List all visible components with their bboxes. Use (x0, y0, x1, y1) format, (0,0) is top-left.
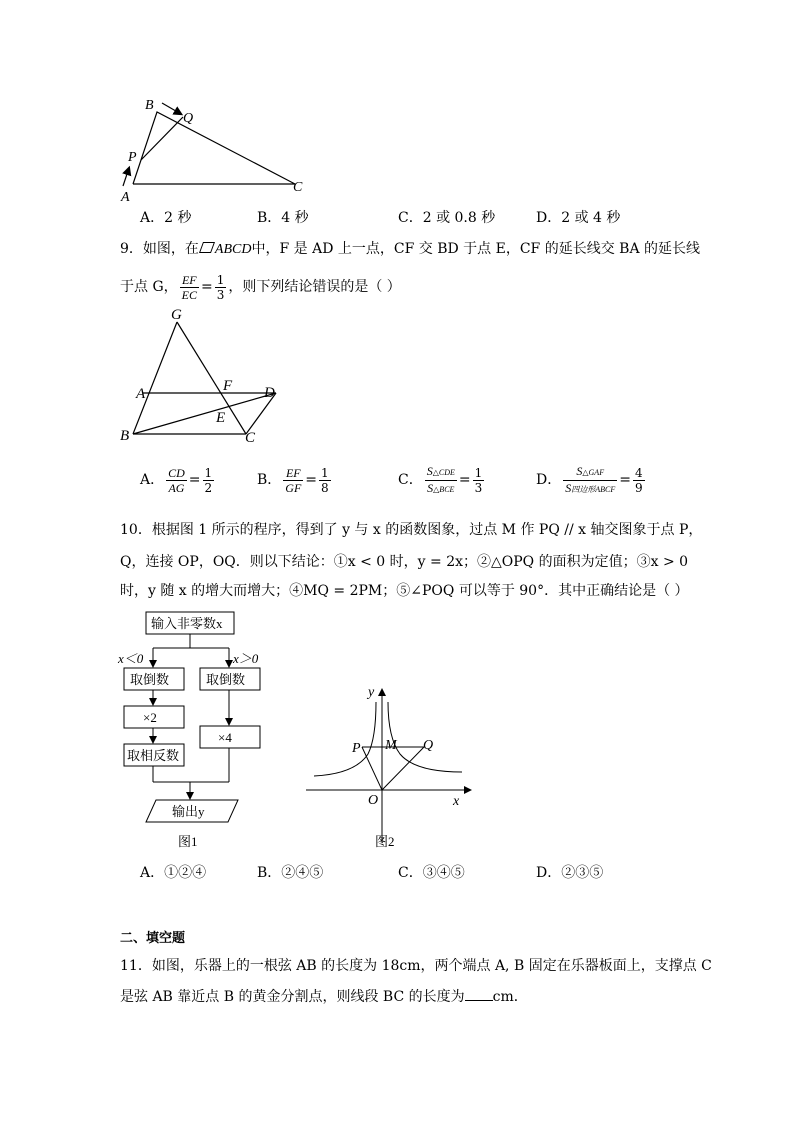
graph-O-label: O (368, 793, 379, 808)
q10-option-d[interactable]: D．②③⑤ (536, 865, 604, 881)
q9-line1-start: 9．如图，在 (120, 241, 199, 257)
q8-option-a[interactable]: A．2 秒 (140, 210, 192, 226)
q9-a-num: CD (168, 465, 185, 480)
label-B: B (120, 428, 130, 444)
q9-b-vden: 8 (321, 480, 329, 495)
q9-c-val (473, 466, 485, 495)
q9-a-val (203, 466, 215, 495)
q9-a-label: A． (140, 472, 165, 488)
graph-x-label: x (453, 794, 460, 809)
q9-option-b[interactable]: B． $\frac{EF}{GF}$ = $\frac{1}{8}$ (257, 465, 329, 495)
q10-line3: 时，y 随 x 的增大而增大；④MQ = 2PM；⑤∠POQ 可以等于 90°．其中正确结论是（ ） (120, 583, 689, 599)
graph-M-label: M (385, 738, 397, 753)
label-P: P (128, 150, 137, 165)
q9-parallelogram-figure (115, 305, 285, 450)
graph-caption: 图2 (375, 834, 395, 849)
graph-P-label: P (352, 741, 361, 756)
q8-triangle-figure (110, 95, 320, 205)
q9-d-num-sub: △GAF (582, 467, 605, 477)
q9-d-frac (563, 464, 617, 497)
flow-recip-right: 取倒数 (206, 672, 246, 687)
q10-function-graph (300, 680, 480, 855)
q9-b-num: EF (283, 466, 303, 481)
q9-ratio-value (215, 273, 227, 302)
q9-line1 (120, 240, 700, 259)
q9-option-a[interactable]: A． $\frac{CD}{AG}$ = $\frac{1}{2}$ (140, 465, 213, 495)
parallelogram-symbol (199, 242, 215, 253)
flow-pos-label: x＞0 (233, 651, 259, 666)
q9-a-frac (166, 466, 187, 495)
flow-input-label: 输入非零数x (151, 616, 223, 631)
q10-flowchart (112, 606, 272, 856)
q11-line1: 11．如图，乐器上的一根弦 AB 的长度为 18cm，两个端点 A, B 固定在乐器板面上，支撑点 C (120, 958, 712, 974)
q9-b-vnum: 1 (321, 465, 329, 480)
q11-answer-blank[interactable] (465, 988, 493, 1001)
label-A: A (121, 190, 130, 205)
q9-frac-num: EF (180, 273, 199, 288)
flow-recip-left: 取倒数 (130, 672, 170, 687)
q9-parallelogram-name: ABCD (214, 242, 252, 257)
q9-c-label: C． (398, 472, 423, 488)
q9-a-den: AG (168, 480, 185, 495)
label-A: A (136, 386, 146, 402)
flow-times2: ×2 (143, 710, 157, 725)
q11-line2-start: 是弦 AB 靠近点 B 的黄金分割点，则线段 BC 的长度为 (120, 989, 465, 1005)
label-D: D (264, 385, 275, 401)
q9-b-label: B． (257, 472, 282, 488)
q11-line2-end: cm． (492, 989, 528, 1005)
label-Q: Q (183, 111, 194, 126)
q9-c-num-sub: △CDE (432, 467, 455, 477)
q9-line2: 于点 G， $\frac{EF}{EC}$ = $\frac{1}{3}$ ，则下列结论错误的是（ ） (120, 272, 401, 302)
graph-Q-label: Q (423, 738, 434, 753)
q10-option-c[interactable]: C．③④⑤ (398, 865, 465, 881)
q9-a-vnum: 1 (204, 465, 213, 480)
q9-a-vden: 2 (204, 480, 213, 495)
q9-c-vnum: 1 (474, 465, 483, 480)
q9-d-vden: 9 (634, 480, 643, 495)
q9-ratio-fraction (180, 273, 199, 302)
flow-neg-label: x＜0 (118, 651, 144, 666)
q9-c-frac (425, 464, 457, 497)
q9-c-den-sub: △BCE (433, 484, 455, 494)
flow-output: 输出y (172, 804, 205, 819)
q9-c-vden: 3 (474, 480, 483, 495)
section-title: 二、填空题 (120, 931, 186, 946)
q9-line2-start: 于点 G， (120, 279, 178, 295)
q9-line2-end: ，则下列结论错误的是（ ） (228, 279, 401, 295)
q10-option-a[interactable]: A．①②④ (140, 865, 207, 881)
q9-option-d[interactable]: D． $\frac{\text{S△GAF}}{\text{S四边形ABCF}}$ = $\frac{4}{9}$ (536, 463, 643, 495)
q9-d-val (633, 466, 645, 495)
q9-frac-den: EC (181, 287, 197, 302)
flow-times4: ×4 (218, 730, 232, 745)
q8-option-d[interactable]: D．2 或 4 秒 (536, 210, 621, 226)
q9-d-den (563, 481, 617, 497)
q9-d-den-s: S (565, 480, 572, 495)
q10-option-b[interactable]: B．②④⑤ (257, 865, 324, 881)
q9-d-num-s: S (576, 463, 583, 478)
flow-negate: 取相反数 (127, 748, 180, 763)
q8-option-c[interactable]: C．2 或 0.8 秒 (398, 210, 496, 226)
label-F: F (223, 378, 233, 394)
q9-c-num-s: S (426, 463, 433, 478)
q10-line2: Q，连接 OP，OQ．则以下结论：①x < 0 时，y = 2x；②△OPQ 的面积为定值；③x > 0 (120, 554, 689, 570)
q8-option-b[interactable]: B．4 秒 (257, 210, 309, 226)
q9-c-den (425, 481, 457, 497)
label-E: E (216, 410, 226, 426)
label-G: G (171, 307, 182, 323)
q10-line1: 10．根据图 1 所示的程序，得到了 y 与 x 的函数图象，过点 M 作 PQ // x 轴交图象于点 P， (120, 522, 703, 538)
q9-d-den-sub: 四边形ABCF (571, 484, 616, 494)
q9-d-num (563, 464, 617, 481)
q9-line1-mid: 中，F 是 AD 上一点，CF 交 BD 于点 E，CF 的延长线交 BA 的延长线 (251, 241, 701, 257)
flow-caption: 图1 (178, 834, 198, 849)
label-C: C (293, 180, 303, 195)
label-B: B (145, 98, 154, 113)
q9-c-num (425, 464, 457, 481)
q9-option-c[interactable]: C． $\frac{\text{S△CDE}}{\text{S△BCE}}$ = $\frac{1}{3}$ (398, 463, 483, 495)
q11-line2 (120, 988, 528, 1006)
q9-d-label: D． (536, 472, 562, 488)
q9-c-den-s: S (427, 480, 434, 495)
label-C: C (245, 430, 256, 446)
graph-y-label: y (368, 685, 375, 700)
q9-b-val (319, 466, 331, 495)
q9-d-vnum: 4 (634, 465, 643, 480)
q9-b-den: GF (285, 480, 302, 495)
q9-b-frac (283, 466, 303, 495)
q9-val-num: 1 (216, 272, 225, 287)
q9-val-den: 3 (216, 287, 225, 302)
